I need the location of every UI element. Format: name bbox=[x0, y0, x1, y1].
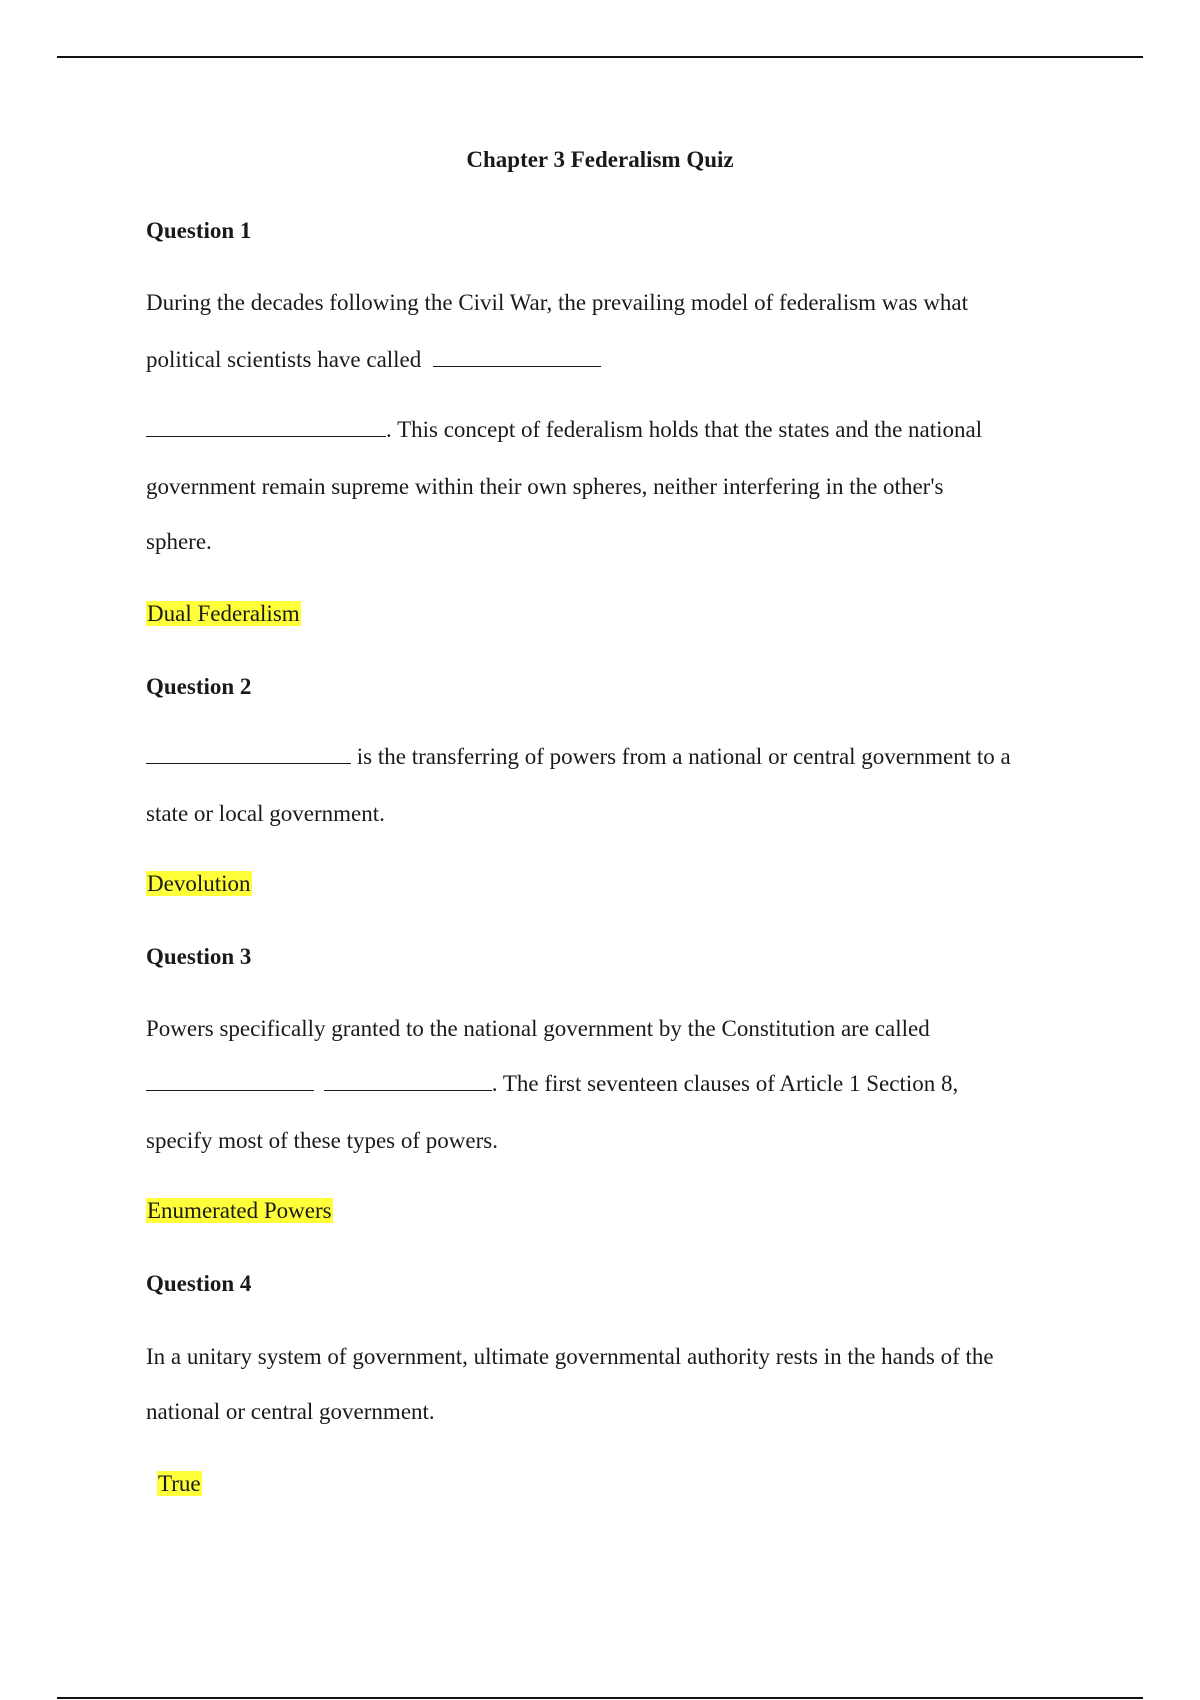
question-2-text-line-2: state or local government. bbox=[146, 801, 385, 826]
header-rule bbox=[57, 56, 1143, 58]
answer-blank bbox=[146, 743, 351, 764]
document-title: Chapter 3 Federalism Quiz bbox=[466, 147, 734, 172]
question-2-answer bbox=[146, 869, 252, 899]
question-2-text-line-1 bbox=[146, 742, 1011, 772]
question-1-text-line-3-text: . This concept of federalism holds that the states and the national bbox=[386, 417, 983, 442]
highlighted-answer: Devolution bbox=[147, 871, 251, 896]
question-1-text-line-2 bbox=[146, 345, 601, 375]
answer-blank bbox=[146, 1070, 314, 1091]
question-2-heading: Question 2 bbox=[146, 674, 252, 699]
question-3-heading: Question 3 bbox=[146, 944, 252, 969]
question-3-text-line-2 bbox=[146, 1069, 958, 1099]
highlighted-answer: True bbox=[158, 1471, 201, 1496]
question-3-answer bbox=[146, 1196, 333, 1226]
question-1-text-line-4: government remain supreme within their own spheres, neither interfering in the other's bbox=[146, 474, 944, 499]
question-3-text-line-1: Powers specifically granted to the national government by the Constitution are called bbox=[146, 1016, 930, 1041]
question-1-text-line-3 bbox=[146, 415, 982, 445]
footer-rule bbox=[57, 1697, 1143, 1699]
question-1-text-line-1: During the decades following the Civil War, the prevailing model of federalism was what bbox=[146, 290, 969, 315]
question-3-text-line-2-text: . The first seventeen clauses of Article 1 Section 8, bbox=[491, 1071, 959, 1096]
question-4-text-line-1: In a unitary system of government, ultimate governmental authority rests in the hands of the bbox=[146, 1344, 994, 1369]
answer-blank bbox=[146, 416, 386, 437]
question-4-heading: Question 4 bbox=[146, 1271, 252, 1296]
answer-blank bbox=[433, 346, 601, 367]
question-4-answer bbox=[157, 1469, 202, 1499]
question-3-text-line-3: specify most of these types of powers. bbox=[146, 1128, 498, 1153]
question-2-text-line-1-text: is the transferring of powers from a national or central government to a bbox=[351, 744, 1011, 769]
highlighted-answer: Dual Federalism bbox=[147, 601, 300, 626]
highlighted-answer: Enumerated Powers bbox=[147, 1198, 332, 1223]
answer-blank bbox=[324, 1070, 492, 1091]
question-1-text-line-2-text: political scientists have called bbox=[146, 347, 422, 372]
question-1-heading: Question 1 bbox=[146, 218, 252, 243]
question-1-text-line-5: sphere. bbox=[146, 529, 212, 554]
question-1-answer bbox=[146, 599, 301, 629]
question-4-text-line-2: national or central government. bbox=[146, 1399, 435, 1424]
